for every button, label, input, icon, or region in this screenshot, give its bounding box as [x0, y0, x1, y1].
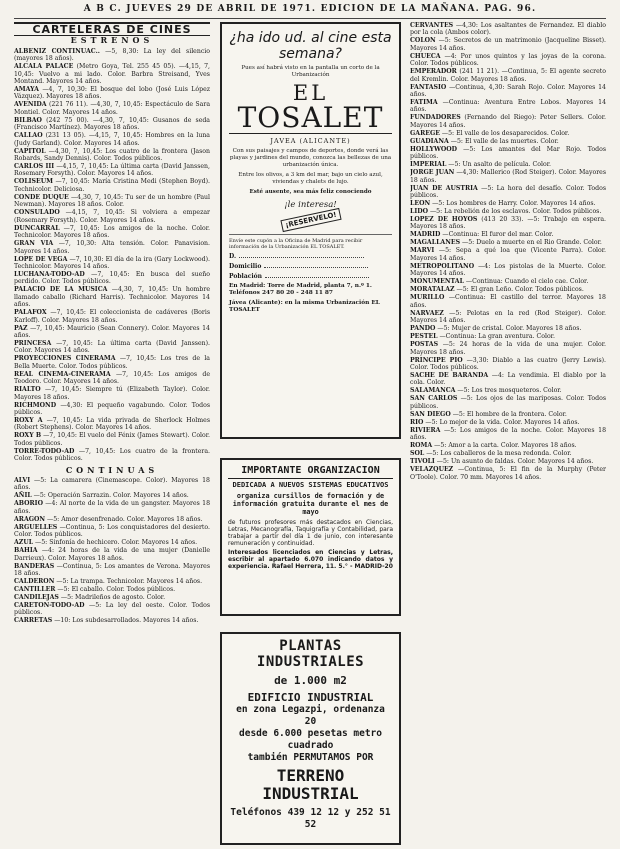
- industrial-line-7: TERRENO INDUSTRIAL: [262, 766, 359, 803]
- cinema-listing: [410, 341, 606, 356]
- coupon-city-label: Población: [229, 273, 263, 280]
- cinema-program: —7, 10,45: La última carta (David Janssen). Color. Mayores 14 años.: [14, 339, 210, 355]
- ad-tagline: Esté ausente, sea más feliz conociendo: [249, 189, 372, 195]
- cinema-program: —5: La camarera (Cinemascope. Color). Mayores 18 años.: [14, 477, 210, 492]
- cinema-program: —7, 10,45: En busca del sueño perdido. Color. Todos públicos.: [14, 270, 210, 286]
- cinema-program: —10: Los subdesarrollados. Mayores 14 años.: [54, 617, 199, 625]
- cinema-name: HOLLYWOOD: [410, 145, 458, 153]
- education-body-2: de futuros profesores más destacados en Ciencias, Letras, Mecanografía, Taquigrafía y Contabilidad, para trabajar a partir del día 1 de junio, con interesante remuneración y continuidad.: [228, 519, 393, 547]
- cinema-program: —Continua, 4,30: Sarah Rojo. Color. Mayores 14 años.: [410, 83, 606, 99]
- coupon-name-field[interactable]: [229, 253, 392, 260]
- cinema-name: MURILLO: [410, 294, 445, 302]
- cinema-program: —4,30, 7, 10,45: Los cuatro de la frontera (Jason Robards, Sandy Dennis). Color. Todos públicos.: [14, 147, 210, 163]
- cinema-name: PROYECCIONES CINERAMA: [14, 355, 116, 363]
- cinema-listing: [410, 286, 606, 293]
- ad-description: Con sus paisajes y campos de deportes, donde verá las playas y jardines del mundo, conozca las bellezas de una urbanización única.: [229, 148, 392, 168]
- cinema-program: —5: 24 horas de la vida de una mujer. Color. Mayores 18 años.: [410, 341, 606, 356]
- cinema-name: AZUL: [14, 539, 34, 547]
- cinema-listing: [410, 372, 606, 387]
- cinema-program: —5: Un asunto de faldas. Color. Mayores 14 años.: [436, 458, 594, 466]
- cinema-program: —4,30: El pequeño vagabundo. Color. Todos públicos.: [14, 401, 210, 416]
- cinema-listing: [14, 163, 210, 178]
- cinema-listing: [14, 547, 210, 562]
- cinema-listing: [14, 256, 210, 271]
- cinema-listing: [410, 419, 606, 426]
- cinema-program: —7, 10,30: Alta tensión. Color. Panavision. Mayores 14 años.: [14, 240, 210, 255]
- industrial-line-5: desde 6.000 pesetas metro cuadrado: [239, 728, 382, 751]
- cinema-program: —5: Duelo a muerte en el Rio Grande. Color.: [462, 239, 602, 247]
- cinema-program: —5: El hombre de la frontera. Color.: [452, 410, 567, 418]
- cinema-listing: [410, 442, 606, 449]
- education-ad: [220, 458, 401, 616]
- cinema-listing: [410, 387, 606, 394]
- cinema-listing: [14, 286, 210, 308]
- cinema-listing: [410, 310, 606, 325]
- cinema-listing: [14, 516, 210, 523]
- cinema-listing: [14, 524, 210, 539]
- cinema-listing: [410, 333, 606, 340]
- cinema-name: LOPE DE VEGA: [14, 255, 68, 263]
- cinema-name: MADRID: [410, 231, 441, 239]
- cinema-name: FANTASIO: [410, 83, 447, 91]
- cinema-listing: [14, 117, 210, 132]
- cinema-name: AÑIL: [14, 492, 32, 500]
- cinema-name: LIDO: [410, 208, 429, 216]
- cinema-listing: [14, 148, 210, 163]
- cinema-listing: [14, 371, 210, 386]
- cinema-program: (241 11 21). —Continua, 5: El agente secreto del Kremlin. Color. Mayores 18 años.: [410, 68, 606, 83]
- cinema-program: —5: Lo mejor de la vida. Color. Mayores 14 años.: [425, 418, 580, 426]
- cinema-program: —7, 10,45: El coleccionista de cadáveres (Boris Karloff). Color. Mayores 18 años.: [14, 309, 210, 324]
- cinema-name: RIO: [410, 418, 424, 426]
- cinema-listing: [410, 84, 606, 99]
- page-header: A B C. JUEVES 29 DE ABRIL DE 1971. EDICION DE LA MAÑANA. PAG. 96.: [14, 4, 606, 19]
- cinema-program: —Continua: Cuando el cielo cae. Color.: [465, 278, 589, 286]
- cinema-name: PRINCESA: [14, 339, 52, 347]
- cinema-name: RIALTO: [14, 386, 41, 394]
- cinema-listing: [410, 239, 606, 246]
- reserve-stamp: ¡RESERVELO!: [280, 208, 341, 232]
- cinema-program: —7, 10,45: Los amigos de la noche. Color. Technicolor. Mayores 18 años.: [14, 224, 210, 240]
- cinema-name: PAZ: [14, 324, 28, 332]
- cinema-name: PRINCIPE PIO: [410, 356, 463, 364]
- cinema-program: —5, 8,30: La ley del silencio (mayores 18 años).: [14, 47, 210, 63]
- cinema-name: ABORIO: [14, 500, 43, 508]
- cinema-program: —5: Los ojos de las mariposas. Color. Todos públicos.: [410, 395, 606, 410]
- cinema-listing: [410, 53, 606, 68]
- cinema-name: CANDILEJAS: [14, 594, 59, 602]
- cinema-name: VELAZQUEZ: [410, 466, 454, 474]
- cinema-listing: [14, 86, 210, 101]
- cinema-program: —4: 24 horas de la vida de una mujer (Danielle Darrieux). Color. Mayores 18 años.: [14, 547, 210, 562]
- cinema-name: GAREGE: [410, 129, 440, 137]
- coupon-form: [229, 234, 392, 314]
- cinema-name: PALACIO DE LA MUSICA: [14, 286, 108, 294]
- column-title: CARTELERAS DE CINES: [14, 22, 210, 36]
- cinema-listing: [410, 138, 606, 145]
- cinema-name: JUAN DE AUSTRIA: [410, 184, 478, 192]
- cinema-program: —4: La vendimia. El diablo por la cola. Color.: [410, 371, 606, 387]
- cinema-name: AMAYA: [14, 86, 39, 94]
- coupon-address-field[interactable]: [229, 263, 392, 270]
- cinema-program: (Metro Goya, Tel. 255 45 05). —4,15, 7, 10,45: Vuelvo a mi lado. Color. Barbra Streisand, Yves Montand. Mayores 14 años.: [14, 63, 210, 86]
- cinema-name: ROMA: [410, 442, 433, 450]
- cinema-listing: [14, 402, 210, 417]
- cinema-name: GUADIANA: [410, 137, 449, 145]
- cinema-name: LUCHANA-TODO-AD: [14, 270, 85, 278]
- cinema-program: —4,30, 7, 10,45: Tu ser de un hombre (Paul Newman). Mayores 18 años. Color.: [14, 193, 210, 209]
- cinema-program: —5: Los amantes del Mar Rojo. Todos públicos.: [410, 145, 606, 161]
- cinema-name: PALAFOX: [14, 309, 47, 317]
- cinema-name: SACHE DE BARANDA: [410, 371, 489, 379]
- cinema-program: (413 20 33). —5: Trabajo en espera. Mayores 18 años.: [410, 216, 606, 231]
- industrial-line-3: EDIFICIO INDUSTRIAL: [247, 691, 374, 704]
- cinema-program: —3,30: Diablo a las cuatro (Jerry Lewis). Color. Todos públicos.: [410, 356, 606, 371]
- cinema-listing: [410, 458, 606, 465]
- left-column: [14, 22, 210, 844]
- coupon-address-label: Domicilio: [229, 263, 262, 270]
- education-body-1: organiza cursillos de formación y de información gratuita durante el mes de mayo: [232, 492, 389, 516]
- right-column: [410, 22, 606, 844]
- cinema-listing: [14, 340, 210, 355]
- cinema-name: CANTILLER: [14, 586, 56, 594]
- ad-extra: Entre los olivos, a 3 km del mar, bajo un cielo azul, viviendas y chalets de lujo.: [238, 172, 383, 185]
- cinema-listing: [410, 130, 606, 137]
- cinema-name: EMPERADOR: [410, 68, 457, 76]
- cinema-program: —4: Los pistolas de la Muerte. Color. Mayores 14 años.: [410, 262, 606, 278]
- education-body-3: Interesados licenciados en Ciencias y Letras, escribir al apartado 6.070 indicando datos y experiencia. Rafael Herrera, 11. 5.° - MADRID-20: [228, 549, 393, 570]
- cinema-listing: [14, 500, 210, 515]
- cinema-name: PESTEL: [410, 333, 438, 341]
- cinema-name: METROPOLITANO: [410, 262, 475, 270]
- cinema-listing: [410, 161, 606, 168]
- cinema-program: —4,15, 7, 10,45: Si volviera a empezar (Rosemary Forsyth). Color. Mayores 14 años.: [14, 209, 210, 224]
- cinema-listing: [14, 594, 210, 601]
- cinema-program: —5: Amor desenfrenado. Color. Mayores 18 años.: [47, 515, 203, 523]
- cinema-name: ALBENIZ CONTINUAC..: [14, 47, 100, 55]
- coupon-city-field[interactable]: [229, 273, 392, 280]
- cinema-listing: [14, 240, 210, 255]
- cinema-program: —Continua: La gran aventura. Color.: [439, 333, 555, 341]
- cinema-program: —7, 10,45: La vida privada de Sherlock Holmes (Robert Stephens). Color. Mayores 14 años.: [14, 416, 210, 432]
- cinema-program: (231 13 05). —4,15, 7, 10,45: Hombres en la luna (Judy Garland). Color. Mayores 14 años.: [14, 132, 210, 147]
- cinema-name: CARRETAS: [14, 617, 53, 625]
- cinema-name: NARVAEZ: [410, 309, 444, 317]
- cinema-name: COLISEUM: [14, 178, 53, 186]
- cinema-program: —Continua, 5: Los conquistadores del desierto. Color. Todos públicos.: [14, 523, 210, 539]
- cinema-name: RIVIERA: [410, 426, 441, 434]
- cinema-name: BILBAO: [14, 116, 42, 124]
- cinema-program: —Continua: El castillo del terror. Mayores 18 años.: [410, 294, 606, 309]
- cinema-name: GRAN VIA: [14, 240, 54, 248]
- industrial-line-2: de 1.000 m2: [274, 674, 347, 687]
- tosalet-ad: [220, 22, 401, 439]
- ad-slogan: ¡le interesa!: [284, 200, 337, 210]
- cinema-listing: [410, 22, 606, 37]
- cinema-listing: [14, 225, 210, 240]
- cinema-name: ARAGON: [14, 515, 46, 523]
- cinema-name: IMPERIAL: [410, 161, 447, 169]
- cinema-name: LEON: [410, 200, 431, 208]
- cinema-listing: [14, 178, 210, 193]
- cinema-listing: [14, 417, 210, 432]
- cinema-name: POSTAS: [410, 341, 439, 349]
- cinema-program: —5: Amor a la carta. Color. Mayores 18 años.: [434, 442, 577, 450]
- industrial-line-1: PLANTAS INDUSTRIALES: [256, 638, 365, 670]
- cinema-listing: [14, 602, 210, 617]
- cinema-listing: [14, 194, 210, 209]
- cinema-listing: [410, 395, 606, 410]
- ad-intro: Pues así habrá visto en la pantalla un corto de la Urbanización: [241, 65, 380, 78]
- cinema-program: —4,30, 7, 10,45: Un hombre llamado caballo (Richard Harris). Technicolor. Mayores 14 años.: [14, 286, 210, 309]
- cinema-name: FATIMA: [410, 99, 438, 107]
- cinema-listing: [410, 278, 606, 285]
- ad-brand: TOSALET: [229, 103, 392, 134]
- cinema-program: —7, 10,30: El día de la ira (Gary Lockwood). Technicolor. Mayores 14 años.: [14, 255, 210, 270]
- cinema-listing: [410, 99, 606, 114]
- right-listings: [410, 22, 606, 481]
- cinema-name: SALAMANCA: [410, 387, 456, 395]
- cinema-program: —5: La hora del desafío. Color. Todos públicos.: [410, 184, 606, 200]
- industrial-ad: [220, 632, 401, 845]
- cinema-name: CONDE DUQUE: [14, 193, 69, 201]
- cinema-program: —4,15, 7, 10,45: La última carta (David Janssen, Rosemary Forsyth). Color. Mayores 14 años.: [14, 163, 210, 178]
- cinema-listing: [410, 68, 606, 83]
- cinema-name: ALCALA PALACE: [14, 63, 74, 71]
- cinema-name: BANDERAS: [14, 562, 55, 570]
- cinema-name: RICHMOND: [14, 401, 57, 409]
- office-madrid: En Madrid: Torre de Madrid, planta 7, n.º 1. Teléfonos 247 80 20 - 248 11 87: [229, 283, 372, 296]
- cinema-name: ROXY B: [14, 432, 42, 440]
- cinema-program: (242 75 00). —4,30, 7, 10,45: Gusanos de seda (Francisco Martínez). Mayores 18 años.: [14, 116, 210, 132]
- cinema-program: —5: Los tres mosqueteros. Color.: [457, 387, 562, 395]
- cinema-listing: [410, 200, 606, 207]
- cinema-listing: [410, 114, 606, 129]
- cinema-program: —5: La trampa. Technicolor. Mayores 14 años.: [56, 578, 203, 586]
- cinema-name: CARLOS III: [14, 163, 55, 171]
- cinema-program: —5: Los hombres de Harry. Color. Mayores 14 años.: [432, 200, 596, 208]
- cinema-name: CHUECA: [410, 52, 441, 60]
- cinema-listing: [410, 411, 606, 418]
- cinema-name: CARETON-TODO-AD: [14, 602, 85, 610]
- cinema-name: SOL: [410, 450, 425, 458]
- cinema-name: FUNDADORES: [410, 114, 461, 122]
- continuas-list: [14, 477, 210, 625]
- education-title: IMPORTANTE ORGANIZACION: [228, 465, 393, 479]
- cinema-name: MAGALLANES: [410, 239, 461, 247]
- cinema-listing: [14, 539, 210, 546]
- cinema-program: —4: Por unos quintos y las joyas de la corona. Color. Todos públicos.: [410, 52, 606, 68]
- cinema-program: —5: Los amigos de la noche. Color. Mayores 18 años.: [410, 426, 606, 442]
- cinema-listing: [14, 101, 210, 116]
- cinema-program: —Continua, 5: Los amantes de Verona. Mayores 18 años.: [14, 562, 210, 578]
- coupon-name-label: D.: [229, 253, 237, 260]
- cinema-program: —7, 10,45: Los amigos de Teodoro. Color. Mayores 14 años.: [14, 370, 210, 386]
- coupon-text: Envíe este cupón a la Oficina de Madrid para recibir información de la Urbanización EL TOSALET.: [229, 238, 363, 250]
- cinema-name: DUNCARRAL: [14, 224, 60, 232]
- cinema-program: —5: Sepa a qué loa que (Vicente Parra). Color. Mayores 14 años.: [410, 247, 606, 262]
- cinema-listing: [14, 325, 210, 340]
- cinema-program: —5: Sinfonía de hechicero. Color. Mayores 14 años.: [35, 539, 198, 547]
- cinema-listing: [410, 263, 606, 278]
- cinema-name: ROXY A: [14, 416, 43, 424]
- cinema-program: (Fernando del Riego): Peter Sellers. Color. Mayores 14 años.: [410, 114, 606, 129]
- cinema-name: ALVI: [14, 477, 31, 484]
- cinema-listing: [14, 271, 210, 286]
- cinema-listing: [14, 386, 210, 401]
- cinema-program: —5: Pelotas en la red (Rod Steiger). Color. Mayores 14 años.: [410, 309, 606, 325]
- cinema-listing: [410, 231, 606, 238]
- cinema-listing: [14, 563, 210, 578]
- cinema-program: —Continua: El furor del mar. Color.: [442, 231, 554, 239]
- cinema-name: CERVANTES: [410, 22, 454, 29]
- cinema-program: —5: El valle de las muertes. Color.: [450, 137, 559, 145]
- cinema-listing: [14, 355, 210, 370]
- cinema-listing: [410, 216, 606, 231]
- cinema-program: —Continua, 5: El fin de la Murphy (Peter O'Toole). Color. 70 mm. Mayores 14 años.: [410, 466, 606, 481]
- cinema-program: —5: Mujer de cristal. Color. Mayores 18 años.: [437, 325, 582, 333]
- cinema-program: —5: Secretos de un matrimonio (Jacqueline Bisset). Mayores 14 años.: [410, 37, 606, 52]
- industrial-line-4: en zona Legazpi, ordenanza 20: [236, 704, 385, 727]
- cinema-program: —7, 10,45: Los tres de la Bella Muerte. Color. Todos públicos.: [14, 355, 210, 370]
- cinema-name: MORATALAZ: [410, 286, 455, 294]
- cinema-listing: [410, 427, 606, 442]
- cinema-listing: [410, 185, 606, 200]
- cinema-listing: [410, 37, 606, 52]
- cinema-program: —4, 7, 10,30: El bosque del lobo (José Luis López Vázquez). Mayores 18 años.: [14, 86, 210, 101]
- cinema-program: —5: El valle de los desaparecidos. Color.: [441, 129, 570, 137]
- cinema-name: TIVOLI: [410, 458, 435, 466]
- cinema-program: —7, 10,45: Los cuatro de la frontera. Color. Todos públicos.: [14, 447, 210, 463]
- cinema-program: —7, 10,45: Mauricio (Sean Connery). Color. Mayores 14 años.: [14, 324, 210, 339]
- cinema-listing: [14, 477, 210, 492]
- education-subtitle: DEDICADA A NUEVOS SISTEMAS EDUCATIVOS: [232, 481, 389, 489]
- cinema-name: TORRE-TODO-AD: [14, 447, 75, 455]
- cinema-program: —5: La rebelión de los esclavos. Color. Todos públicos.: [429, 208, 602, 216]
- section-estrenos: ESTRENOS: [70, 35, 154, 46]
- ad-headline: ¿ha ido ud. al cine esta semana?: [229, 30, 392, 62]
- cinema-listing: [410, 325, 606, 332]
- cinema-name: SAN DIEGO: [410, 410, 451, 418]
- cinema-program: —Continua: Aventura Entre Lobos. Mayores 14 años.: [410, 99, 606, 114]
- cinema-program: —4: Al norte de la vida de un gangster. Mayores 18 años.: [14, 500, 210, 515]
- industrial-line-6: también PERMUTAMOS POR: [247, 752, 374, 763]
- ad-location: JAVEA (ALICANTE): [270, 137, 351, 145]
- cinema-program: —7, 10,45: El vuelo del Fénix (James Stewart). Color. Todos públicos.: [14, 432, 210, 447]
- cinema-program: —7, 10,45: Siempre tú (Elizabeth Taylor). Color. Mayores 18 años.: [14, 386, 210, 401]
- cinema-name: JORGE JUAN: [410, 169, 455, 177]
- cinema-listing: [14, 578, 210, 585]
- cinema-name: ARGUELLES: [14, 523, 58, 531]
- cinema-name: MARVI: [410, 247, 435, 255]
- cinema-program: (221 76 11). —4,30, 7, 10,45: Espectáculo de Sara Montiel. Color. Mayores 14 años.: [14, 101, 210, 116]
- cinema-name: MONUMENTAL: [410, 278, 464, 286]
- cinema-listing: [410, 466, 606, 481]
- cinema-listing: [410, 208, 606, 215]
- cinema-listing: [14, 586, 210, 593]
- cinema-listing: [14, 63, 210, 85]
- cinema-listing: [14, 492, 210, 499]
- cinema-program: —5: Madrileños de agosto. Color.: [60, 594, 166, 602]
- estrenos-list: [14, 48, 210, 463]
- cinema-name: CAPITOL: [14, 147, 46, 155]
- cinema-listing: [410, 169, 606, 184]
- cinema-listing: [14, 432, 210, 447]
- cinema-listing: [14, 617, 210, 624]
- cinema-listing: [14, 132, 210, 147]
- industrial-line-8: Teléfonos 439 12 12 y 252 51 52: [230, 807, 391, 830]
- section-continuas: CONTINUAS: [65, 464, 159, 475]
- cinema-program: —5: La ley del oeste. Color. Todos públicos.: [14, 602, 210, 617]
- cinema-listing: [410, 247, 606, 262]
- cinema-program: —5: Un asalto de película. Color.: [448, 161, 551, 169]
- cinema-listing: [14, 48, 210, 63]
- cinema-listing: [410, 294, 606, 309]
- cinema-program: —5: El caballo. Color. Todos públicos.: [57, 586, 176, 594]
- cinema-listing: [14, 448, 210, 463]
- cinema-name: LOPEZ DE HOYOS: [410, 216, 478, 224]
- ad-brand-prefix: EL: [292, 81, 329, 105]
- cinema-name: CALDERON: [14, 578, 55, 586]
- cinema-program: —7, 10,45: María Cristina Medi (Stephen Boyd). Technicolor. Deliciosa.: [14, 178, 210, 193]
- cinema-name: SAN CARLOS: [410, 395, 458, 403]
- cinema-name: CALLAO: [14, 132, 43, 140]
- cinema-name: AVENIDA: [14, 101, 47, 109]
- cinema-listing: [14, 209, 210, 224]
- cinema-name: REAL CINEMA-CINERAMA: [14, 370, 111, 378]
- cinema-name: BAHIA: [14, 547, 38, 555]
- cinema-program: —5: Operación Sarrazin. Color. Mayores 14 años.: [33, 492, 189, 500]
- cinema-name: CONSULADO: [14, 209, 60, 217]
- cinema-listing: [410, 357, 606, 372]
- cinema-listing: [410, 146, 606, 161]
- cinema-name: COLON: [410, 37, 436, 45]
- office-javea: Jávea (Alicante): en la misma Urbanización EL TOSALET: [229, 300, 380, 313]
- cinema-name: PANDO: [410, 325, 436, 333]
- cinema-program: —4,30: Los asaltantes de Fernandez. El diablo por la cola (Ambos color).: [410, 22, 606, 37]
- cinema-listing: [14, 309, 210, 324]
- cinema-program: —4,30: Mallerico (Rod Steiger). Color. Mayores 18 años.: [410, 169, 606, 184]
- cinema-program: —5: Los caballeros de la mesa redonda. Color.: [426, 450, 572, 458]
- cinema-program: —5: El gran Leño. Color. Todos públicos.: [456, 286, 584, 294]
- cinema-listing: [410, 450, 606, 457]
